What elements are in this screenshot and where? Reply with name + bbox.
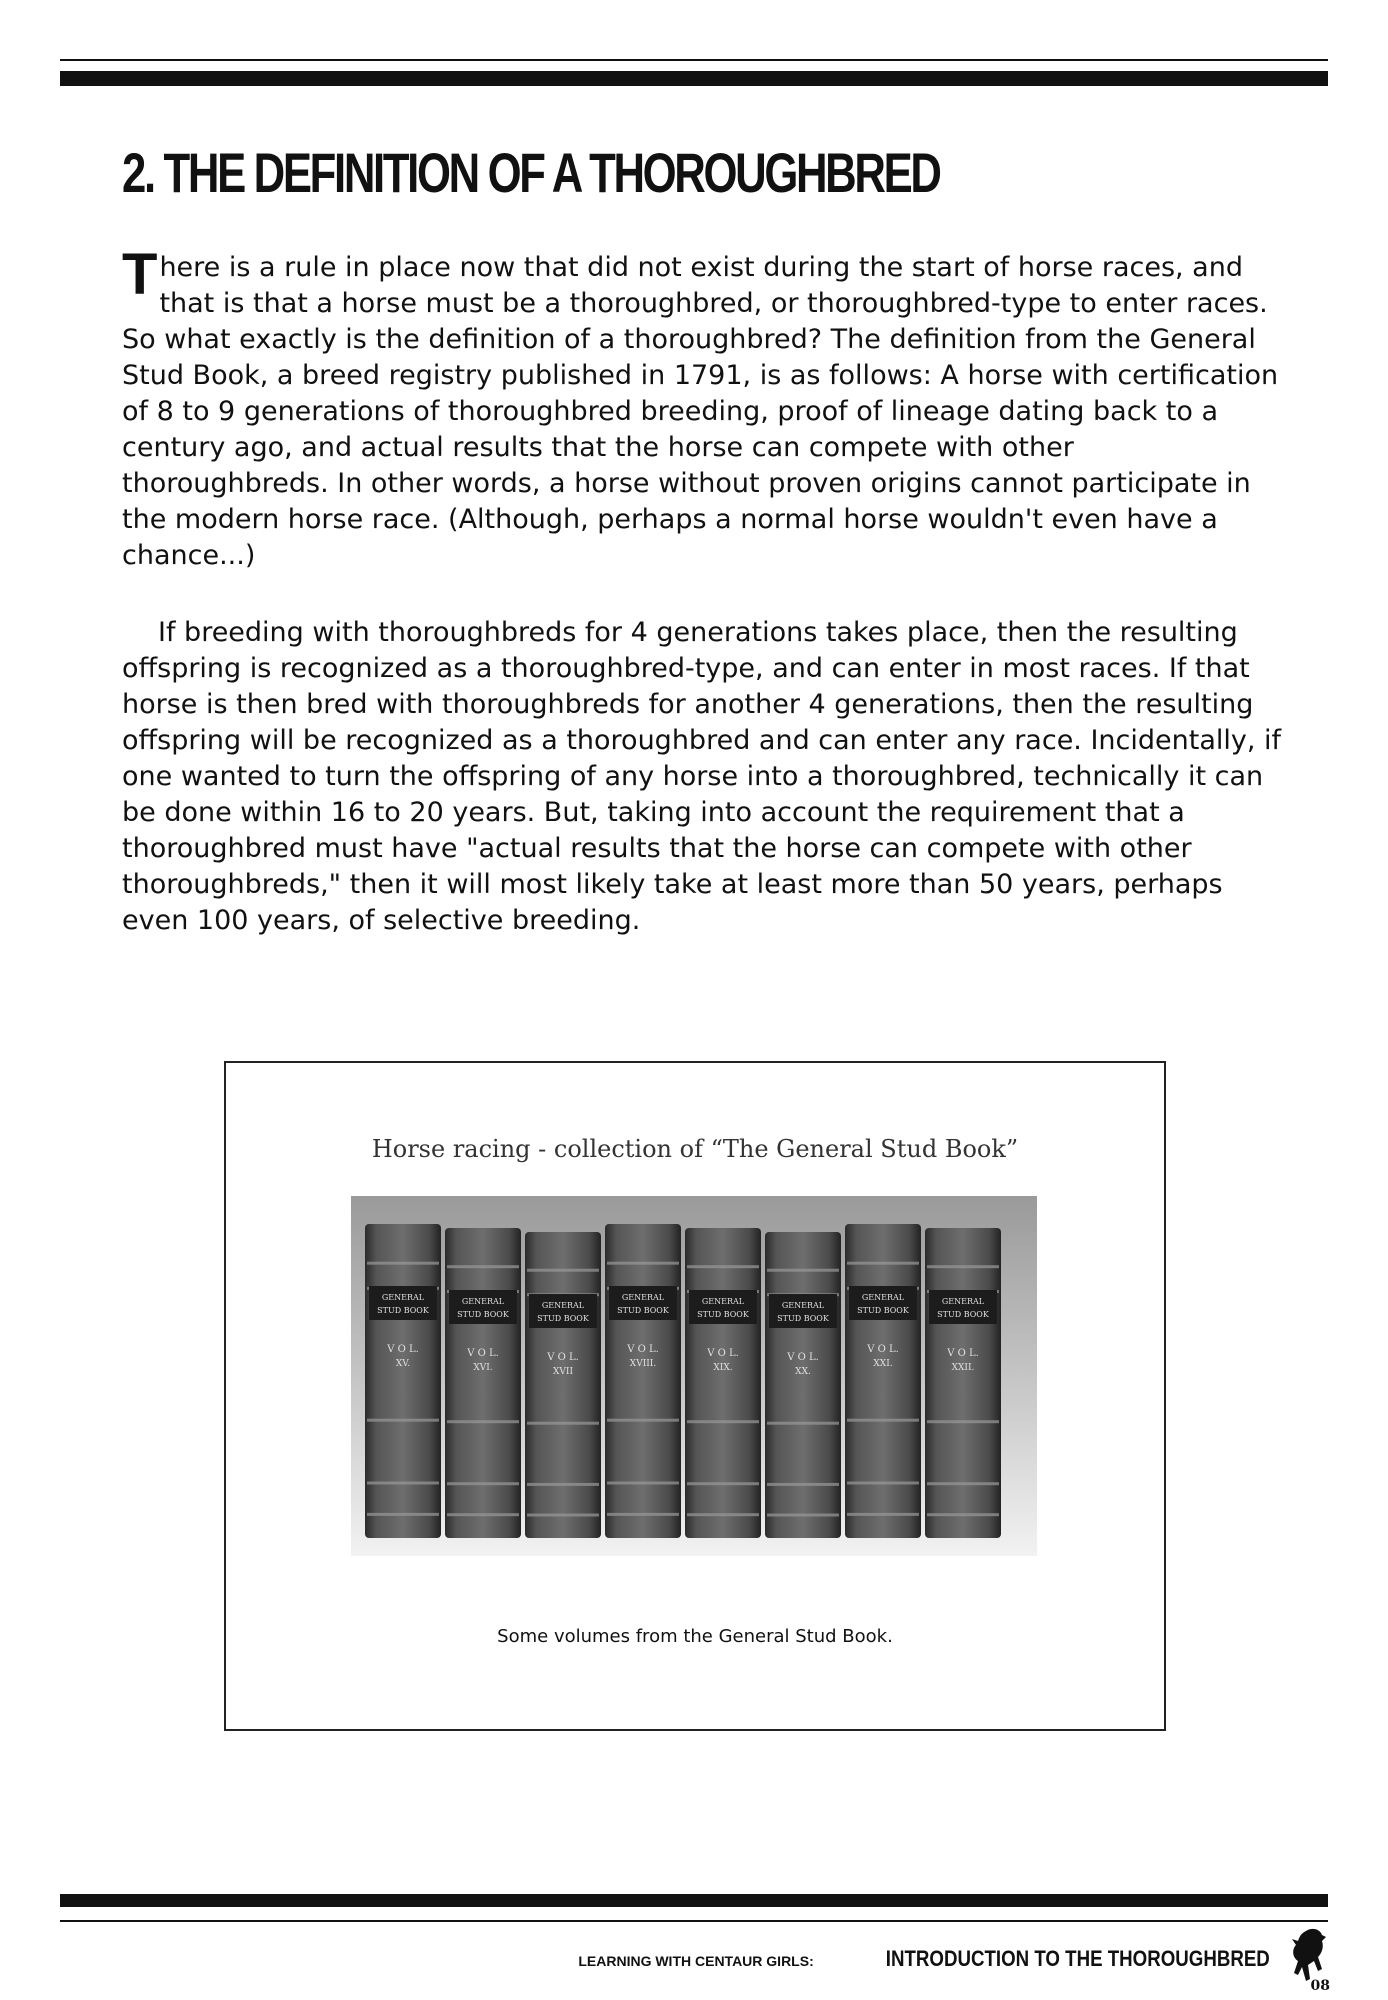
book-spine [525,1232,601,1538]
book-label: STUD BOOK [617,1306,669,1315]
top-rule-thin [60,59,1328,61]
book-label: V O L. [627,1344,659,1355]
figure-caption: Some volumes from the General Stud Book. [497,1626,893,1647]
book-label: XVII [552,1367,574,1377]
top-rule-thick [60,71,1328,86]
book-label: XIX. [713,1363,733,1373]
footer-series: LEARNING WITH CENTAUR GIRLS: [578,1953,814,1969]
paragraph-1 [122,242,1282,574]
book-label: STUD BOOK [457,1310,509,1319]
book-label: XVIII. [629,1359,657,1369]
book-label: GENERAL [621,1293,665,1302]
book-spine [845,1224,921,1538]
book-label: STUD BOOK [777,1314,829,1323]
figure-box [224,1061,1166,1731]
book-label: GENERAL [861,1293,905,1302]
book-label: V O L. [787,1352,819,1363]
book-spine [765,1232,841,1538]
book-spine [365,1224,441,1538]
paragraph-1-text: here is a rule in place now that did not exist during the start of horse races, and that is that a horse must be a thoroughbred, or thoroughbred-type to enter races. So what exactly is the definition of a thoroughbred? The definition from the General Stud Book, a breed registry published in 1791, is as follows: A horse with certification of 8 to 9 generations of thoroughbred breeding, proof of lineage dating back to a century ago, and actual results that the horse can compete with other thoroughbreds. In other words, a horse without proven origins cannot participate in the modern horse race. (Although, perhaps a normal horse wouldn't even have a chance...) [122,252,1279,571]
book-label: XXII. [951,1363,975,1373]
page-number: 08 [1310,1978,1330,1994]
book-spine [445,1228,521,1538]
book-label: GENERAL [381,1293,425,1302]
book-label: GENERAL [781,1301,825,1310]
book-label: GENERAL [941,1297,985,1306]
bottom-rule-thick [60,1894,1328,1907]
stud-book-photo [351,1196,1037,1556]
book-label: GENERAL [461,1297,505,1306]
book-label: XVI. [473,1363,493,1373]
book-label: STUD BOOK [537,1314,589,1323]
book-label: GENERAL [701,1297,745,1306]
book-label: XX. [795,1367,811,1377]
book-label: STUD BOOK [697,1310,749,1319]
footer-title [578,1946,1270,1972]
book-spine [685,1228,761,1538]
book-label: STUD BOOK [937,1310,989,1319]
book-label: XXI. [873,1359,893,1369]
book-label: V O L. [547,1352,579,1363]
book-label: STUD BOOK [377,1306,429,1315]
book-spine [925,1228,1001,1538]
book-label: V O L. [387,1344,419,1355]
book-label: V O L. [947,1348,979,1359]
footer-main-title: INTRODUCTION TO THE THOROUGHBRED [885,1946,1270,1971]
section-title: 2. THE DEFINITION OF A THOROUGHBRED [122,141,940,204]
book-label: GENERAL [541,1301,585,1310]
book-label: V O L. [707,1348,739,1359]
book-label: V O L. [867,1344,899,1355]
paragraph-2: If breeding with thoroughbreds for 4 generations takes place, then the resulting offspring is recognized as a thoroughbred-type, and can enter in most races. If that horse is then bred with thoroughbreds for another 4 generations, then the resulting offspring will be recognized as a thoroughbred and can enter any race. Incidentally, if one wanted to turn the offspring of any horse into a thoroughbred, technically it can be done within 16 to 20 years. But, taking into account the requirement that a thoroughbred must have "actual results that the horse can compete with other thoroughbreds," then it will most likely take at least more than 50 years, perhaps even 100 years, of selective breeding. [122,617,1282,936]
book-label: V O L. [467,1348,499,1359]
figure-title: Horse racing - collection of “The General Stud Book” [371,1135,1019,1163]
drop-cap: T [122,242,158,307]
book-label: STUD BOOK [857,1306,909,1315]
book-label: XV. [395,1359,411,1369]
book-spine [605,1224,681,1538]
bottom-rule-thin [60,1920,1328,1922]
